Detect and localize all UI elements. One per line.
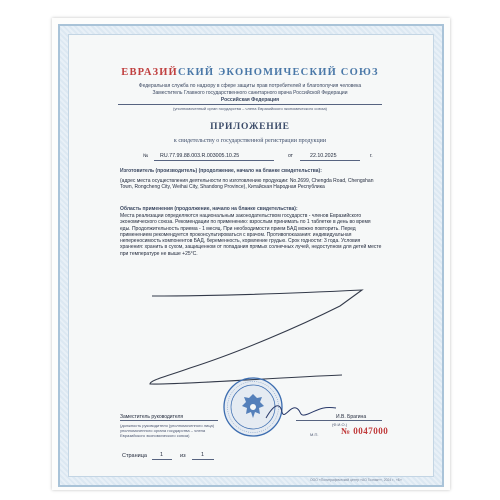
printer-footer: ООО «Полиграфический центр «АО Гознак»», 2024 г., «Б» [310,478,402,482]
authority-line-1: Федеральная служба по надзору в сфере защиты прав потребителей и благополучия человека [138,83,362,89]
authority-line-3: Российская Федерация [220,97,280,103]
page-current-underline [152,459,172,460]
seal-label: М.П. [310,432,319,437]
authority-caption: (уполномоченный орган государства – члена Евразийского экономического союза) [172,106,328,111]
role-underline [120,420,218,421]
union-title-rest: СКИЙ ЭКОНОМИЧЕСКИЙ СОЮЗ [177,67,379,78]
page-current: 1 [160,452,164,458]
registration-number: RU.77.99.88.003.R.003005.10.25 [160,153,240,159]
name-caption: (Ф.И.О.) [332,422,348,427]
page-of-label: из [180,453,186,459]
name-underline [296,420,382,421]
blank-serial-number: № 0047000 [341,426,389,436]
registration-date: 22.10.2025 [310,153,337,159]
page-total: 1 [201,452,205,458]
appendix-subtitle: к свидетельству о государственной регистрации продукции [173,138,327,144]
union-title-accent: ЕВРАЗИЙ [121,67,178,78]
manufacturer-heading: Изготовитель (производитель) (продолжение, начало на бланке свидетельства): [120,168,322,174]
number-label: № [143,153,149,159]
scope-text: Места реализации определяются национальным законодательством государств - членов Евразийского экономического союза. Рекомендации по применению: взрослым принимать по 1 таблетке в день во время еды. Продолжительность приема - 1 месяц. При необходимости прием БАД можно повторить. Перед применением рекомендуется проконсультироваться с врачом. Противопоказания: индивидуальная непереносимость компонентов БАД, беременность, кормление грудью. Срок годности: 3 года. Условия хранения: хранить в сухом, защищенном от попадания прямых солнечных лучей, недоступном для детей месте при температуре не выше +25°С. [120,213,382,257]
page-total-underline [192,459,214,460]
scope-heading: Область применения (продолжение, начало на бланке свидетельства): [120,206,298,212]
page-label: Страница [122,453,147,459]
role-caption: (должность руководителя (уполномоченного лица) уполномоченного органа государства – члена Евразийского экономического союза) [120,423,215,438]
date-label: от [288,153,293,159]
manufacturer-address: (адрес места осуществления деятельности по изготовлению продукции: No.2699, Chengda Road, Chengshan Town, Rongcheng City, Weihai City, Shandong Province), Китайская Народная Республика [120,178,374,191]
year-suffix: г. [370,153,373,159]
appendix-title: ПРИЛОЖЕНИЕ [210,122,290,132]
signer-name: И.В. Брагина [336,414,367,420]
signer-role: Заместитель руководителя [120,414,184,420]
authority-line-2: Заместитель Главного государственного санитарного врача Российской Федерации [152,90,348,96]
